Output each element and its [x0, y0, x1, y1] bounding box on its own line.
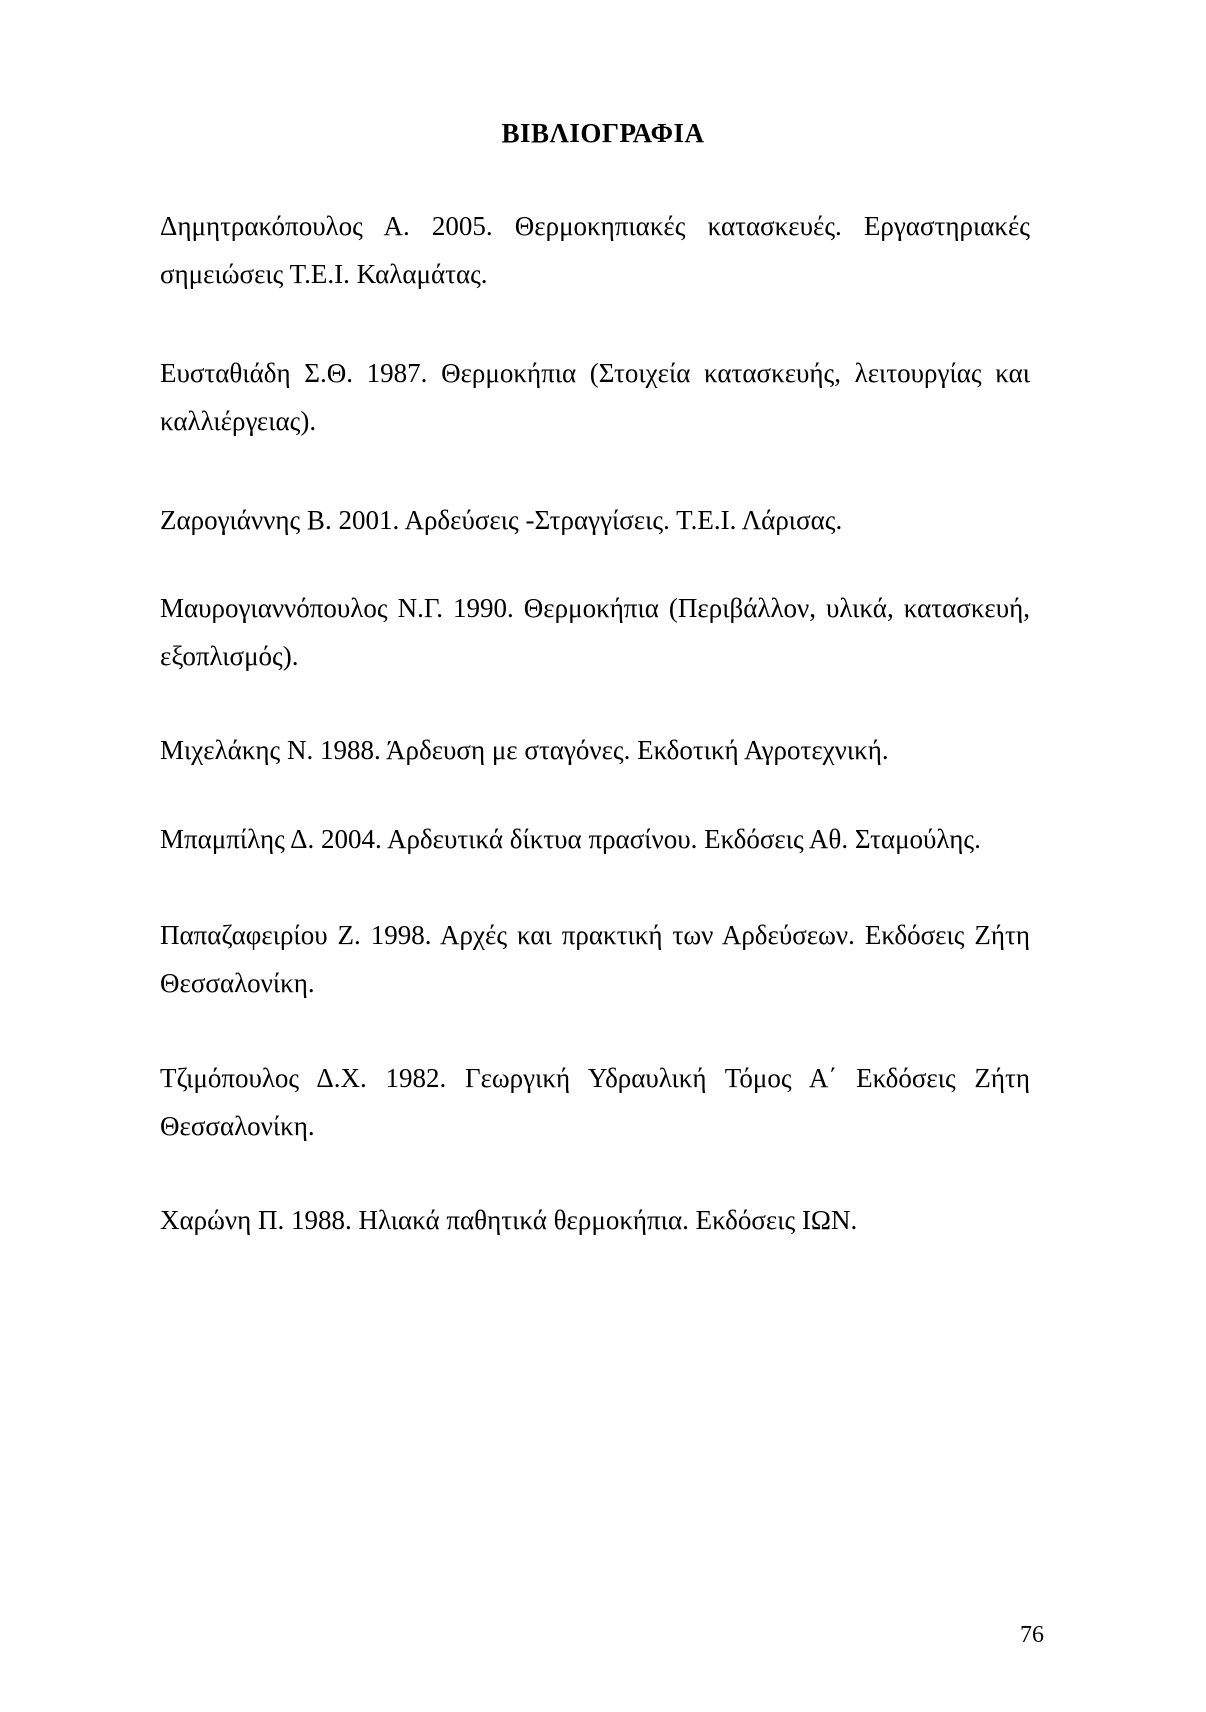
reference-line: Θεσσαλονίκη. [160, 968, 315, 998]
reference-entry-5 [160, 726, 1030, 774]
page-number: 76 [1020, 1622, 1044, 1648]
reference-line: Ευσταθιάδη Σ.Θ. 1987. Θερμοκήπια (Στοιχεία κατασκευής, λειτουργίας και [160, 358, 1030, 388]
reference-entry-2 [160, 349, 1030, 445]
reference-line: Δημητρακόπουλος Α. 2005. Θερμοκηπιακές κατασκευές. Εργαστηριακές [160, 211, 1030, 241]
reference-line: Μιχελάκης Ν. 1988. Άρδευση με σταγόνες. Εκδοτική Αγροτεχνική. [160, 735, 889, 765]
reference-entry-4 [160, 584, 1030, 680]
reference-line: Θεσσαλονίκη. [160, 1111, 315, 1141]
page-title: ΒΙΒΛΙΟΓΡΑΦΙΑ [501, 118, 705, 148]
reference-line: Παπαζαφειρίου Ζ. 1998. Αρχές και πρακτική των Αρδεύσεων. Εκδόσεις Ζήτη [160, 920, 1030, 950]
reference-entry-3 [160, 496, 1030, 544]
reference-line: Χαρώνη Π. 1988. Ηλιακά παθητικά θερμοκήπια. Εκδόσεις ΙΩΝ. [160, 1205, 858, 1235]
reference-entry-7 [160, 911, 1030, 1007]
reference-line: εξοπλισμός). [160, 641, 299, 671]
reference-line: Ζαρογιάννης Β. 2001. Αρδεύσεις -Στραγγίσεις. Τ.Ε.Ι. Λάρισας. [160, 505, 843, 535]
reference-line: Τζιμόπουλος Δ.Χ. 1982. Γεωργική Υδραυλική Τόμος Α΄ Εκδόσεις Ζήτη [160, 1063, 1030, 1093]
reference-line: καλλιέργειας). [160, 406, 317, 436]
reference-line: σημειώσεις Τ.Ε.Ι. Καλαμάτας. [160, 259, 488, 289]
reference-entry-6 [160, 815, 1030, 863]
reference-line: Μαυρογιαννόπουλος Ν.Γ. 1990. Θερμοκήπια (Περιβάλλον, υλικά, κατασκευή, [160, 593, 1030, 623]
reference-entry-8 [160, 1054, 1030, 1150]
reference-entry-1 [160, 202, 1030, 298]
reference-entry-9 [160, 1196, 1030, 1244]
reference-line: Μπαμπίλης Δ. 2004. Αρδευτικά δίκτυα πρασίνου. Εκδόσεις Αθ. Σταμούλης. [160, 824, 981, 854]
